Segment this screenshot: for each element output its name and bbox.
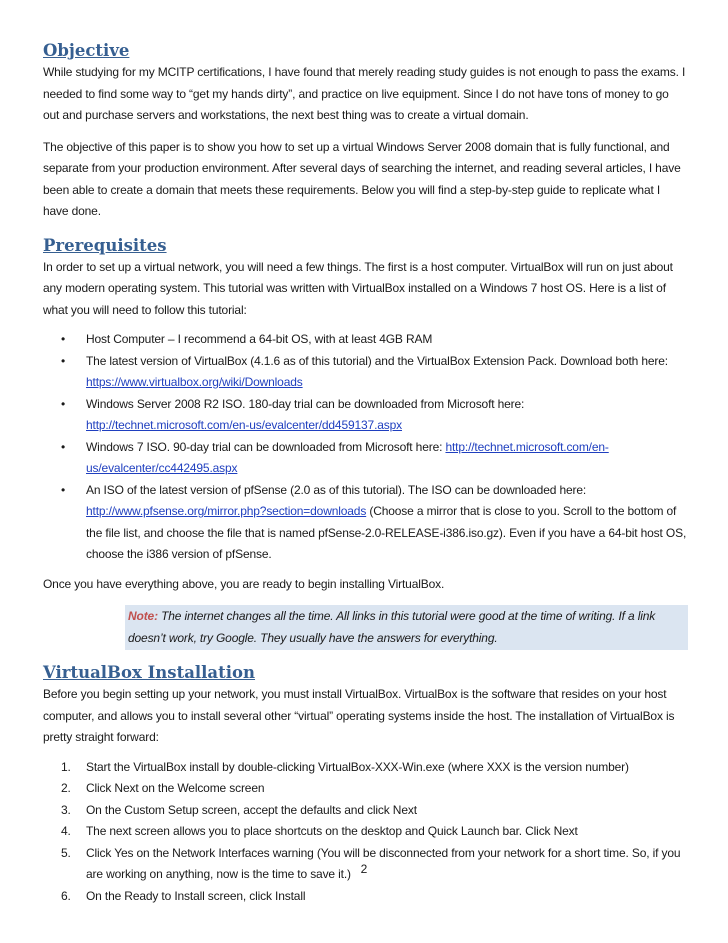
bullet-icon: • (61, 482, 66, 497)
prerequisites-intro: In order to set up a virtual network, you will need a few things. The first is a host computer. VirtualBox will run on just about any modern operating system. This tutorial was written with VirtualBox installed on a Windows 7 host OS. Here is a list of what you will need to follow this tutorial: (43, 259, 673, 317)
bullet-icon: • (61, 396, 66, 411)
list-item (43, 394, 688, 437)
server2008-download-link[interactable]: http://technet.microsoft.com/en-us/evalcenter/dd459137.aspx (86, 418, 402, 432)
step-number: 3. (61, 802, 71, 817)
objective-paragraph-2: The objective of this paper is to show you how to set up a virtual Windows Server 2008 domain that is fully functional, and separate from your production environment. After several days of searching the internet, and reading several articles, I have been able to create a domain that meets these requirements. Below you will find a step-by-step guide to replicate what I have done. (43, 139, 681, 218)
step-number: 5. (61, 845, 71, 860)
step-number: 6. (61, 888, 71, 903)
list-item (43, 329, 688, 351)
list-item (43, 886, 688, 908)
note-text: The internet changes all the time. All links in this tutorial were good at the time of writing. If a link doesn’t work, try Google. They usually have the answers for everything. (128, 609, 656, 645)
list-item (43, 437, 688, 480)
list-item (43, 800, 688, 822)
list-item-text: An ISO of the latest version of pfSense (2.0 as of this tutorial). The ISO can be downloaded here: (86, 482, 587, 497)
bullet-icon: • (61, 439, 66, 454)
list-item-text: Host Computer – I recommend a 64-bit OS, with at least 4GB RAM (86, 332, 433, 346)
list-item (43, 757, 688, 779)
step-text: Click Yes on the Network Interfaces warning (You will be disconnected from your network for a short time. So, if you are working on anything, now is the time to save it.) (86, 845, 681, 881)
windows7-download-link[interactable]: http://technet.microsoft.com/en-us/evalcenter/cc442495.aspx (86, 439, 609, 475)
note-label: Note: (128, 609, 158, 623)
step-text: On the Custom Setup screen, accept the defaults and click Next (86, 802, 417, 817)
install-steps-list (43, 757, 688, 908)
bullet-icon: • (61, 332, 66, 346)
step-text: On the Ready to Install screen, click Install (86, 888, 306, 903)
page-number: 2 (360, 862, 368, 876)
install-heading: VirtualBox Installation (43, 663, 256, 682)
list-item-text: Windows Server 2008 R2 ISO. 180-day trial can be downloaded from Microsoft here: (86, 396, 525, 411)
step-number: 4. (61, 824, 71, 838)
list-item-text-after: (Choose a mirror that is close to you. Scroll to the bottom of the file list, and choose the file that is named pfSense-2.0-RELEASE-i386.iso.gz). Even if you have a 64-bit host OS, choose the i386 version of pfSense. (86, 504, 687, 561)
list-item-text: The latest version of VirtualBox (4.1.6 as of this tutorial) and the VirtualBox Extension Pack. Download both here: (86, 353, 668, 368)
pfsense-download-link[interactable]: http://www.pfsense.org/mirror.php?section=downloads (86, 504, 367, 518)
bullet-icon: • (61, 353, 66, 368)
list-item (43, 351, 688, 394)
step-number: 2. (61, 781, 71, 795)
list-item (43, 480, 688, 566)
list-item (43, 821, 688, 843)
objective-heading: Objective (43, 41, 130, 60)
objective-paragraph-1: While studying for my MCITP certifications, I have found that merely reading study guides is not enough to pass the exams. I needed to find some way to “get my hands dirty”, and practice on live equipment. Since I do not have tons of money to go out and purchase servers and workstations, the next best thing was to create a virtual domain. (43, 65, 686, 122)
prerequisites-closing: Once you have everything above, you are ready to begin installing VirtualBox. (43, 576, 445, 591)
step-text: Start the VirtualBox install by double-clicking VirtualBox-XXX-Win.exe (where XXX is the version number) (86, 759, 629, 774)
prerequisites-list (43, 329, 688, 566)
list-item (43, 778, 688, 800)
install-intro: Before you begin setting up your network, you must install VirtualBox. VirtualBox is the software that resides on your host computer, and allows you to install several other “virtual” operating systems inside the host. The installation of VirtualBox is pretty straight forward: (43, 687, 675, 744)
list-item-text: Windows 7 ISO. 90-day trial can be downloaded from Microsoft here: (86, 439, 446, 454)
step-number: 1. (61, 759, 71, 774)
prerequisites-heading: Prerequisites (43, 235, 167, 255)
step-text: Click Next on the Welcome screen (86, 781, 265, 795)
step-text: The next screen allows you to place shortcuts on the desktop and Quick Launch bar. Click Next (86, 824, 578, 838)
virtualbox-download-link[interactable]: https://www.virtualbox.org/wiki/Downloads (86, 375, 303, 389)
note-callout (125, 605, 688, 650)
